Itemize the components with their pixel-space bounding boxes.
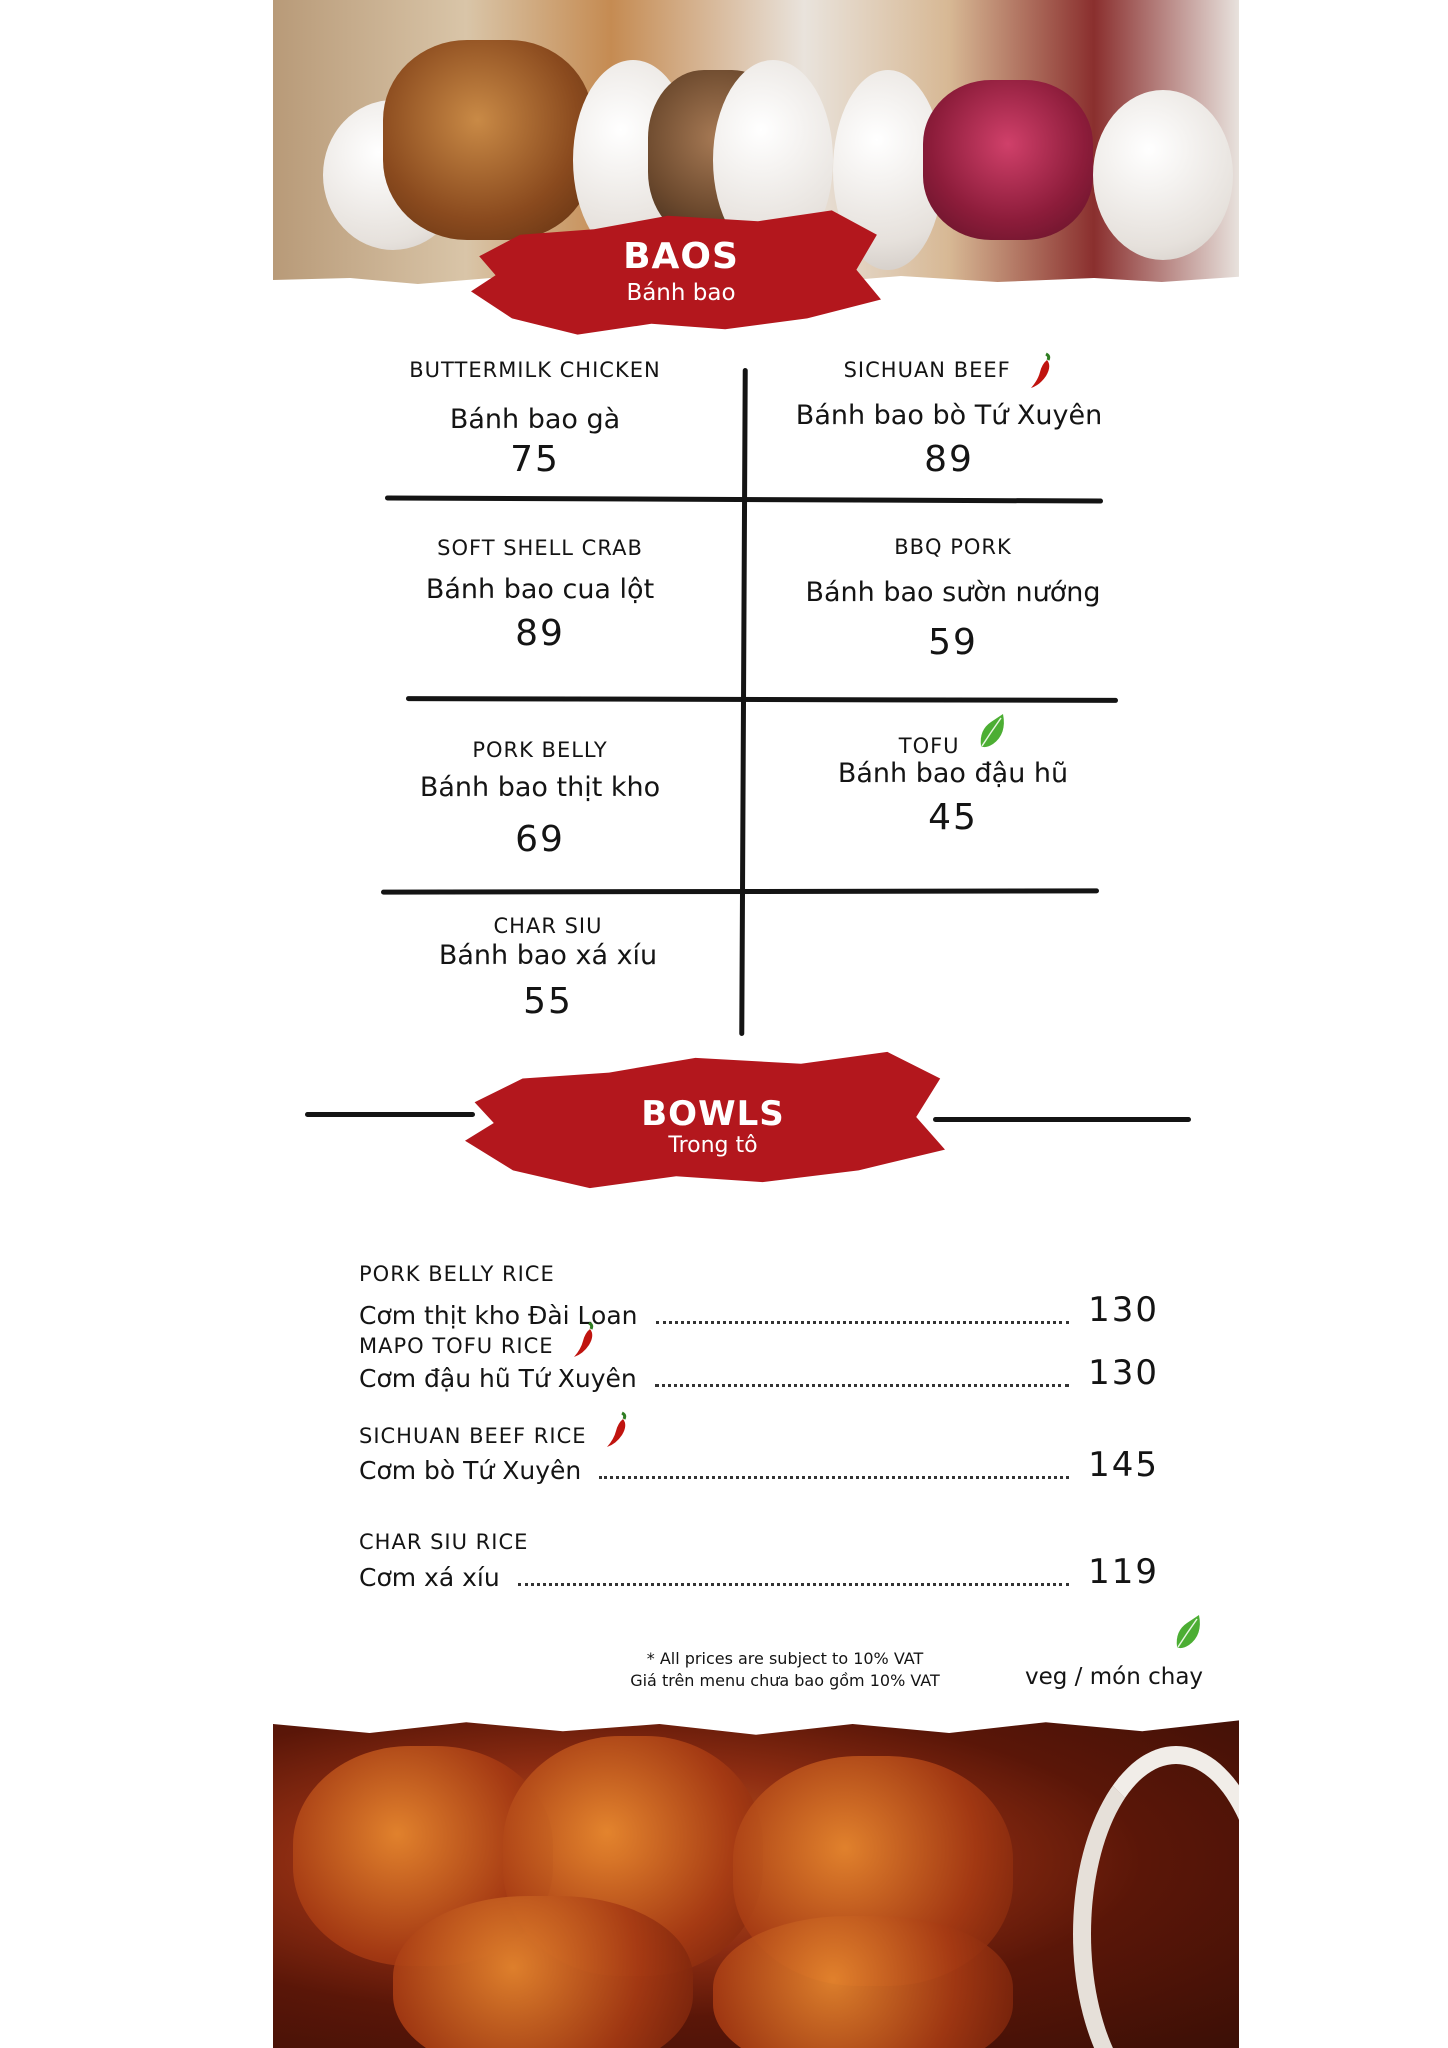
bao-item — [365, 536, 715, 654]
bao-item-price: 89 — [924, 439, 974, 480]
bao-item-name-en: CHAR SIU — [493, 914, 603, 938]
bao-item-name-vi: Bánh bao gà — [449, 404, 621, 435]
bowl-item-name-vi: Cơm đậu hũ Tứ Xuyên — [359, 1364, 637, 1393]
chili-icon — [604, 1411, 630, 1449]
chili-icon — [571, 1321, 597, 1359]
bao-item-name-vi: Bánh bao sườn nướng — [805, 577, 1101, 608]
baos-grid-divider-2 — [406, 696, 1118, 703]
bowl-item-name-vi: Cơm bò Tứ Xuyên — [359, 1456, 582, 1485]
bao-item-name-vi: Bánh bao thịt kho — [419, 772, 661, 803]
bowl-item-label: SICHUAN BEEF RICE — [359, 1424, 587, 1448]
leaf-icon — [1173, 1613, 1203, 1653]
bao-item — [763, 716, 1143, 838]
bowl-item-price: 145 — [1088, 1445, 1159, 1485]
veg-legend: veg / món chay — [1025, 1664, 1204, 1690]
menu-page — [273, 0, 1239, 2048]
bao-item — [753, 535, 1153, 663]
bao-item-name-en — [749, 352, 1149, 390]
bao-item — [373, 914, 723, 1022]
bao-item-price: 45 — [928, 797, 978, 838]
bao-item-name-en: SOFT SHELL CRAB — [437, 536, 643, 560]
bowl-item-name-vi: Cơm xá xíu — [359, 1563, 500, 1592]
bao-item-label: TOFU — [898, 734, 960, 758]
bao-item-name-vi: Bánh bao bò Tứ Xuyên — [795, 400, 1103, 431]
baos-title: BAOS — [623, 236, 739, 277]
bowls-subtitle: Trong tô — [668, 1133, 758, 1158]
dot-leader — [599, 1476, 1069, 1479]
vat-note — [595, 1648, 975, 1692]
dot-leader — [655, 1384, 1069, 1387]
bowl-item — [359, 1530, 1159, 1592]
bowl-item — [359, 1334, 1159, 1393]
vat-note-en: * All prices are subject to 10% VAT — [646, 1649, 924, 1668]
bowl-item — [359, 1262, 1159, 1330]
bowls-rule-left — [305, 1112, 475, 1117]
bao-item — [365, 738, 715, 860]
bao-item — [749, 352, 1149, 480]
bao-item-name-en: BBQ PORK — [894, 535, 1012, 559]
bowl-item-price: 119 — [1088, 1552, 1159, 1592]
leaf-icon — [977, 712, 1007, 752]
bowl-item-price: 130 — [1088, 1290, 1159, 1330]
bowl-item-name-vi: Cơm thịt kho Đài Loan — [359, 1301, 638, 1330]
bowl-item-name-en: CHAR SIU RICE — [359, 1530, 529, 1554]
bowl-item-name-en: PORK BELLY RICE — [359, 1262, 555, 1286]
bao-item — [365, 358, 705, 480]
bao-item-name-vi: Bánh bao đậu hũ — [837, 758, 1069, 789]
bowl-item — [359, 1424, 1159, 1485]
dot-leader — [656, 1321, 1070, 1324]
bao-item-price: 75 — [510, 439, 560, 480]
bowl-item-label: MAPO TOFU RICE — [359, 1334, 554, 1358]
bowls-rule-right — [933, 1117, 1191, 1122]
bao-item-name-vi: Bánh bao xá xíu — [438, 940, 658, 971]
bao-item-price: 69 — [515, 819, 565, 860]
bao-item-price: 89 — [515, 613, 565, 654]
bowls-title: BOWLS — [641, 1094, 785, 1134]
bao-item-name-en: PORK BELLY — [472, 738, 608, 762]
baos-grid-divider-3 — [381, 888, 1099, 894]
bao-item-price: 59 — [928, 622, 978, 663]
baos-subtitle: Bánh bao — [626, 280, 736, 306]
bao-item-name-en — [763, 734, 1143, 758]
vat-note-vi: Giá trên menu chưa bao gồm 10% VAT — [630, 1671, 940, 1690]
bao-item-name-vi: Bánh bao cua lột — [425, 574, 655, 605]
bowls-food-photo — [273, 1706, 1239, 2048]
bao-item-label: SICHUAN BEEF — [843, 358, 1011, 382]
chili-icon — [1028, 352, 1054, 390]
bao-item-price: 55 — [523, 981, 573, 1022]
bao-item-name-en: BUTTERMILK CHICKEN — [409, 358, 661, 382]
baos-grid-vertical-divider — [739, 368, 747, 1036]
bowl-item-price: 130 — [1088, 1353, 1159, 1393]
dot-leader — [518, 1583, 1069, 1586]
